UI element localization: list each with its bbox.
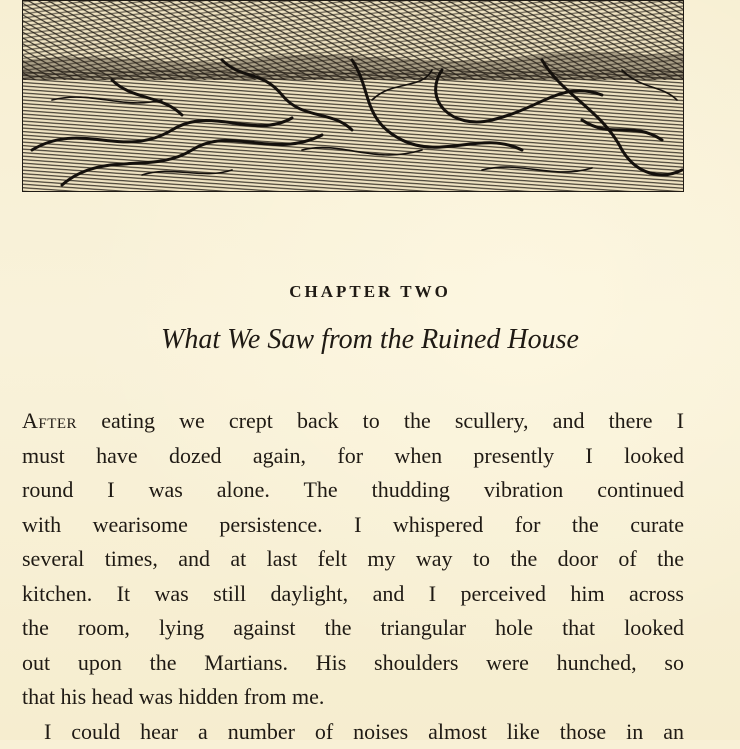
- text-line: the room, lying against the triangular hole that looked: [22, 611, 684, 646]
- text-line: with wearisome persistence. I whispered for the curate: [22, 508, 684, 543]
- text-line: that his head was hidden from me.: [22, 680, 684, 715]
- text-line-content: eating we crept back to the scullery, and there I: [77, 408, 684, 433]
- engraved-thicket-illustration: [22, 0, 684, 192]
- body-text: [22, 404, 684, 749]
- text-line: kitchen. It was still daylight, and I perceived him across: [22, 577, 684, 612]
- text-line: out upon the Martians. His shoulders were hunched, so: [22, 646, 684, 681]
- paragraph-lead-word: After: [22, 408, 77, 433]
- text-line: [22, 404, 684, 439]
- chapter-title: What We Saw from the Ruined House: [0, 324, 740, 356]
- text-line: several times, and at last felt my way to the door of the: [22, 542, 684, 577]
- chapter-number: CHAPTER TWO: [0, 282, 740, 302]
- text-line: round I was alone. The thudding vibration continued: [22, 473, 684, 508]
- text-line: I could hear a number of noises almost like those in an: [22, 715, 684, 749]
- text-line: must have dozed again, for when presently I looked: [22, 439, 684, 474]
